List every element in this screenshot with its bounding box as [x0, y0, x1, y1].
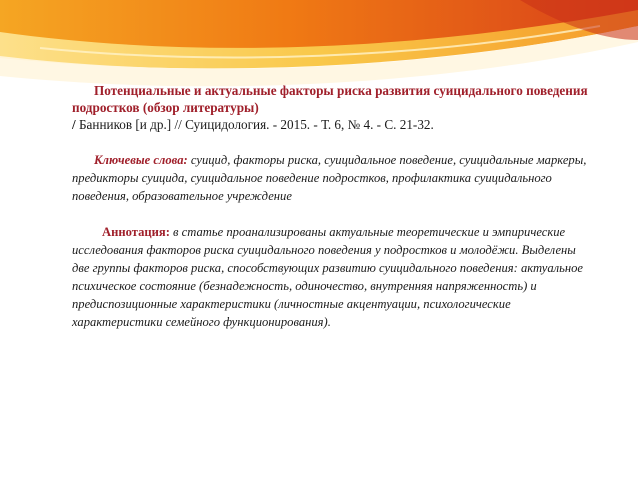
document-citation	[72, 116, 592, 133]
document-content	[72, 82, 592, 331]
keywords-paragraph	[72, 151, 592, 205]
annotation-text: в статье проанализированы актуальные теоретические и эмпирические исследования факторов риска суицидального поведения у подростков и молодёжи. Выделены две группы факторов риска, способствующих развитию суицидального поведения: актуальное психическое состояние (безнадежность, одиночество, внутренняя напряженность) и предиспозиционные характеристики (личностные акцентуации, психологические характеристики семейного функционирования).	[72, 225, 584, 329]
annotation-paragraph	[72, 223, 592, 331]
annotation-label: Аннотация:	[102, 225, 170, 239]
title-text: Потенциальные и актуальные факторы риска развития суицидального поведения подростков (обзор литературы)	[72, 83, 588, 115]
citation-text: Банников [и др.] // Суицидология. - 2015. - Т. 6, № 4. - С. 21-32.	[75, 117, 434, 132]
document-title	[72, 82, 592, 116]
keywords-text: суицид, факторы риска, суицидальное поведение, суицидальные маркеры, предикторы суицида, суицидальное поведение подростков, профилактика суицидального поведения, образовательное учреждение	[72, 153, 587, 203]
citation-slash: /	[72, 117, 76, 132]
keywords-label: Ключевые слова:	[94, 153, 188, 167]
